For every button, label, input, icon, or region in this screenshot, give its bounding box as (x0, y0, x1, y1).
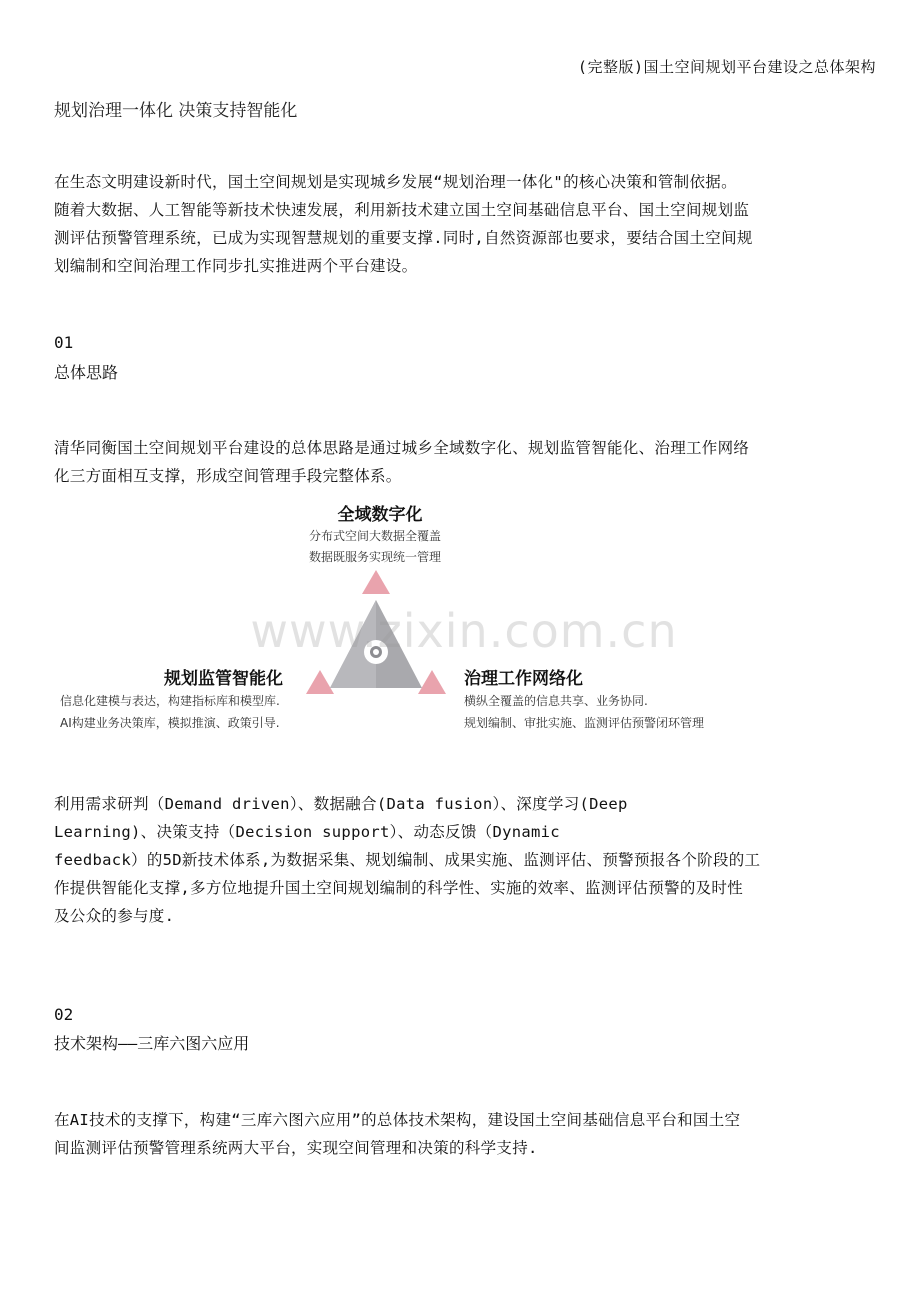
intro-line: 在生态文明建设新时代，国土空间规划是实现城乡发展“规划治理一体化"的核心决策和管制依据。 (54, 173, 737, 191)
diagram-right-title: 治理工作网络化 (464, 669, 583, 689)
intro-line: 测评估预警管理系统，已成为实现智慧规划的重要支撑.同时,自然资源部也要求，要结合国土空间规 (54, 229, 753, 247)
para5d-line: 及公众的参与度. (54, 907, 175, 925)
section1-paragraph (54, 434, 874, 490)
diagram-left-title: 规划监管智能化 (164, 669, 283, 689)
document-subtitle: 规划治理一体化 决策支持智能化 (54, 101, 298, 121)
section-number: 02 (54, 1005, 74, 1024)
tech-5d-paragraph (54, 790, 874, 930)
section-number: 01 (54, 333, 74, 352)
diagram-top-title: 全域数字化 (337, 505, 423, 525)
diagram-right-text: 横纵全覆盖的信息共享、业务协同. 规划编制、审批实施、监测评估预警闭环管理 (464, 694, 705, 730)
section1-line: 清华同衡国土空间规划平台建设的总体思路是通过城乡全域数字化、规划监管智能化、治理工作网络 (54, 439, 750, 457)
section1-line: 化三方面相互支撑，形成空间管理手段完整体系。 (54, 467, 402, 485)
section2-paragraph (54, 1106, 874, 1162)
section2-line: 间监测评估预警管理系统两大平台，实现空间管理和决策的科学支持. (54, 1139, 538, 1157)
section-title: 技术架构——三库六图六应用 (54, 1034, 250, 1053)
diagram-top-text: 分布式空间大数据全覆盖 数据既服务实现统一管理 (308, 529, 441, 564)
intro-line: 随着大数据、人工智能等新技术快速发展，利用新技术建立国土空间基础信息平台、国土空间规划监 (54, 201, 750, 219)
para5d-line: 利用需求研判（Demand driven）、数据融合(Data fusion）、深度学习(Deep (54, 795, 628, 813)
section-title: 总体思路 (54, 363, 119, 382)
diagram-left-text: 信息化建模与表达，构建指标库和模型库. AI构建业务决策库，模拟推演、政策引导. (60, 694, 280, 730)
intro-line: 划编制和空间治理工作同步扎实推进两个平台建设。 (54, 257, 418, 275)
document-header: (完整版)国土空间规划平台建设之总体架构 (577, 58, 876, 76)
para5d-line: Learning)、决策支持（Decision support）、动态反馈（Dynamic (54, 823, 560, 841)
pink-triangle-top (362, 570, 390, 594)
triangle-diagram (54, 490, 734, 746)
watermark-text: www.zixin.com.cn (250, 604, 678, 658)
para5d-line: 作提供智能化支撑,多方位地提升国土空间规划编制的科学性、实施的效率、监测评估预警的及时性 (54, 879, 744, 897)
pink-triangle-left (306, 670, 334, 694)
pink-triangle-right (418, 670, 446, 694)
section2-line: 在AI技术的支撑下，构建“三库六图六应用”的总体技术架构，建设国土空间基础信息平台和国土空 (54, 1111, 741, 1129)
intro-paragraph (54, 168, 874, 280)
para5d-line: feedback）的5D新技术体系,为数据采集、规划编制、成果实施、监测评估、预警预报各个阶段的工 (54, 851, 761, 869)
